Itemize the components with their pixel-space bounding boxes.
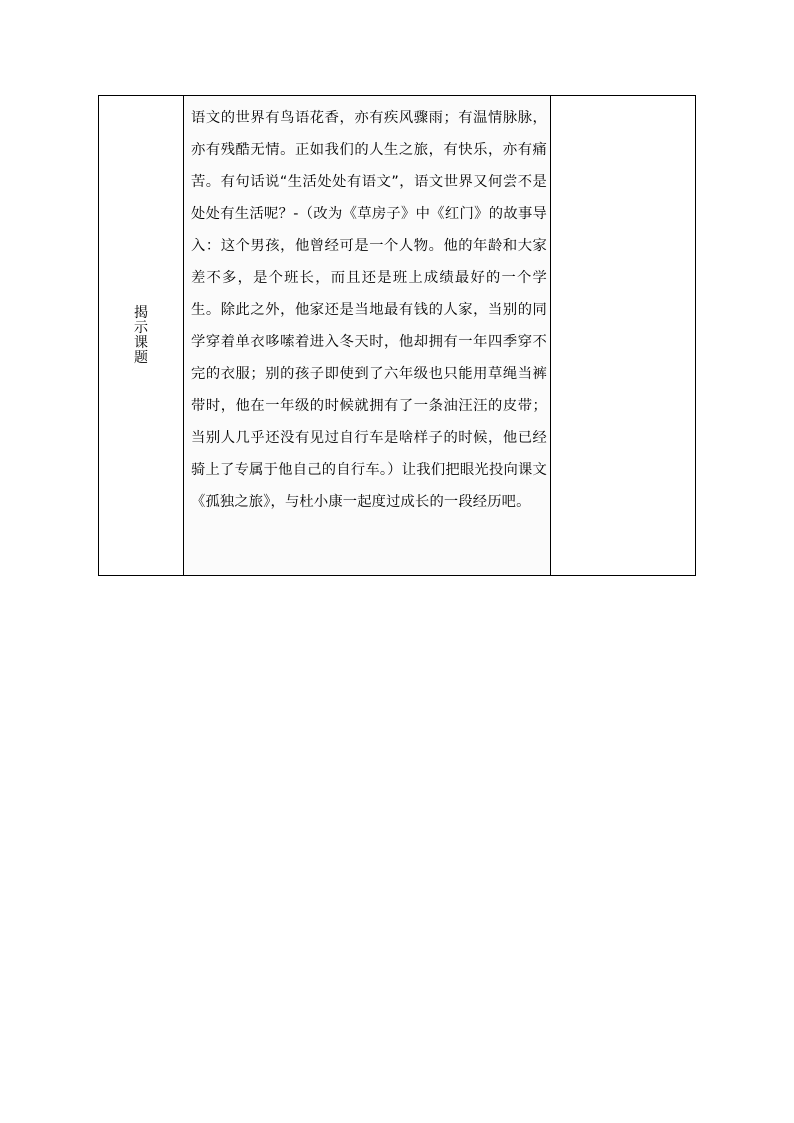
stage-label: 揭示课题	[134, 304, 148, 366]
table-row	[99, 96, 696, 576]
stage-cell	[99, 96, 184, 576]
lesson-content-text: 语文的世界有鸟语花香，亦有疾风骤雨；有温情脉脉，亦有残酷无情。正如我们的人生之旅，有快乐，亦有痛苦。有句话说“生活处处有语文”，语文世界又何尝不是处处有生活呢？-（改为《草房子》中《红门》的故事导入：这个男孩，他曾经可是一个人物。他的年龄和大家差不多，是个班长，而且还是班上成绩最好的一个学生。除此之外，他家还是当地最有钱的人家，当别的同学穿着单衣哆嗦着进入冬天时，他却拥有一年四季穿不完的衣服；别的孩子即使到了六年级也只能用草绳当裤带时，他在一年级的时候就拥有了一条油汪汪的皮带；当别人几乎还没有见过自行车是啥样子的时候，他已经骑上了专属于他自己的自行车。）让我们把眼光投向课文《孤独之旅》，与杜小康一起度过成长的一段经历吧。	[191, 110, 547, 510]
notes-cell	[551, 96, 696, 576]
lesson-plan-table	[98, 95, 696, 576]
content-cell	[184, 96, 551, 576]
